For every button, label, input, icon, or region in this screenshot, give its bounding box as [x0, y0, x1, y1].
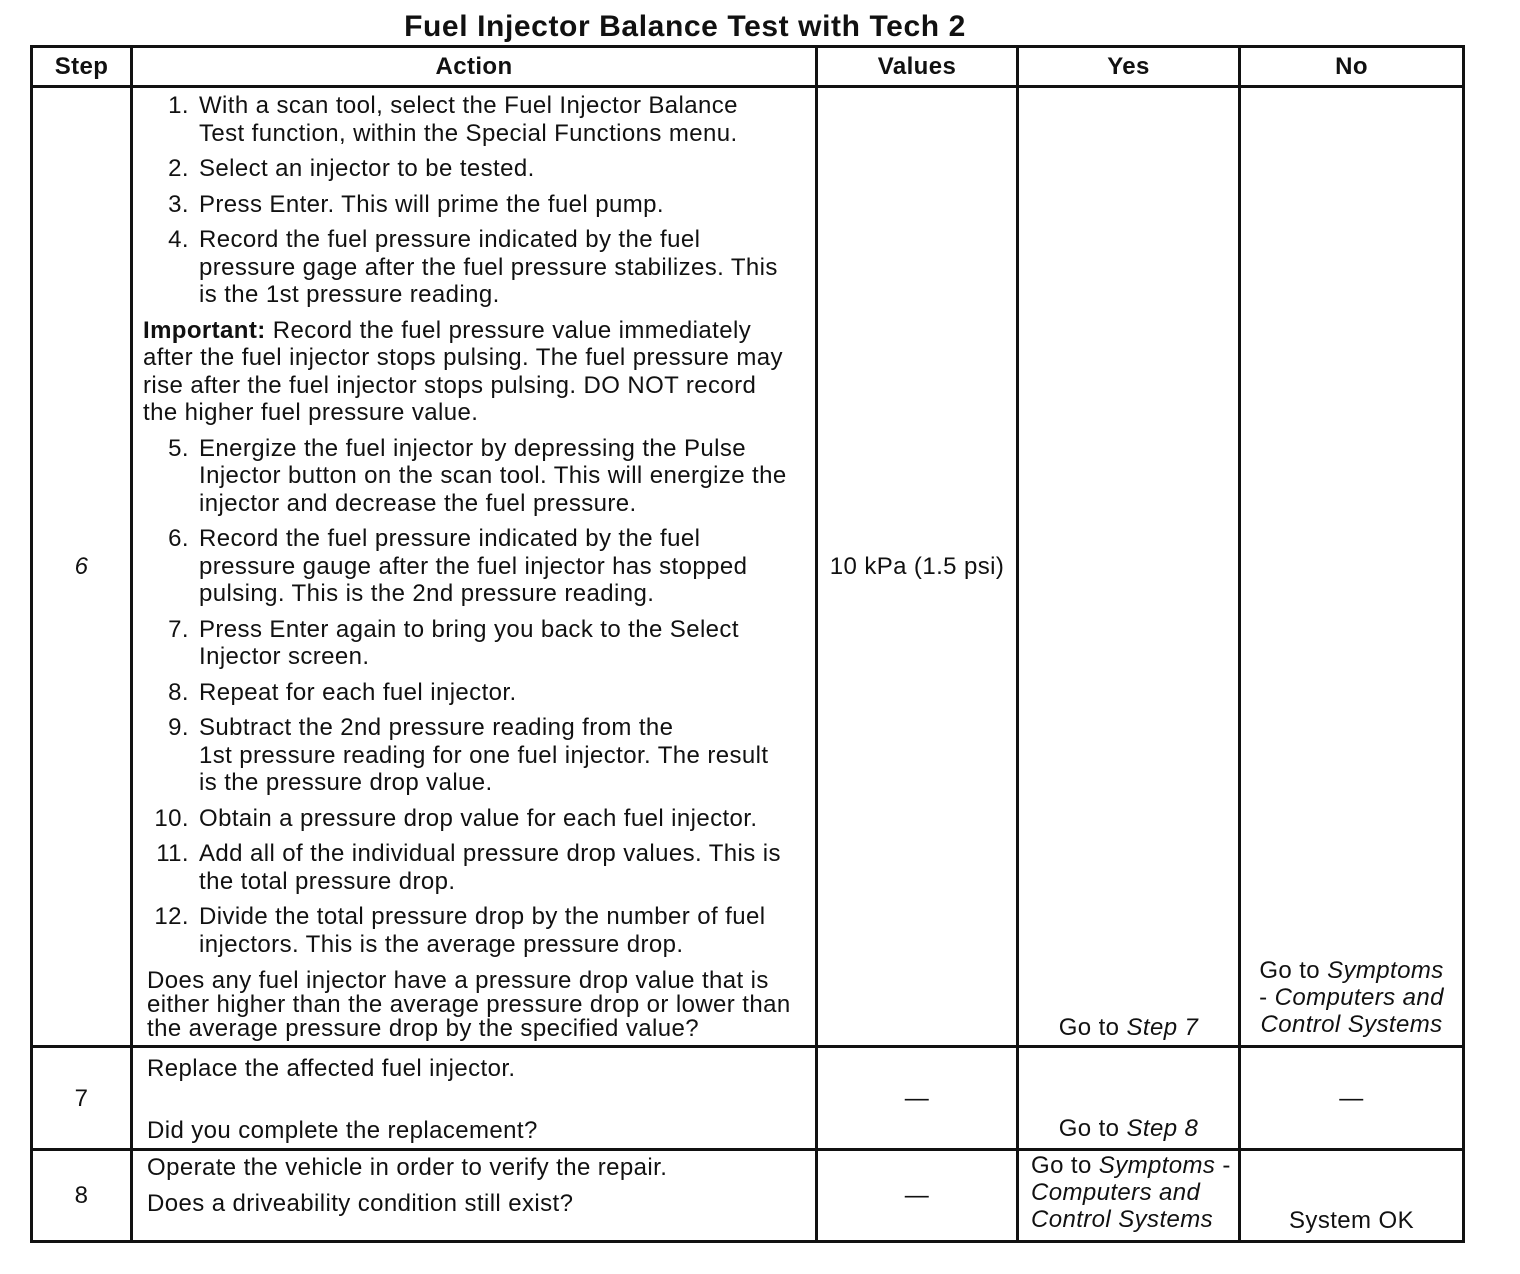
step-7-value: —: [904, 1084, 930, 1112]
reference-line: [1031, 1206, 1238, 1233]
reference-line: [1031, 1152, 1238, 1179]
procedure-item: [143, 92, 809, 147]
header-action: Action: [133, 48, 818, 88]
procedure-item: [143, 679, 809, 707]
step-6-value: 10 kPa (1.5 psi): [829, 553, 1005, 580]
step-8-cell: [33, 1151, 133, 1243]
procedure-item: [143, 525, 809, 608]
step-number: 8: [74, 1182, 89, 1209]
step-8-action-cell: [133, 1151, 818, 1243]
header-no: No: [1241, 48, 1465, 88]
go-to-target: Symptoms: [1098, 1152, 1216, 1179]
procedure-item-text: Repeat for each fuel injector.: [199, 678, 517, 706]
go-to-target: Control Systems: [1260, 1011, 1443, 1038]
procedure-item-text: With a scan tool, select the Fuel Injector Balance Test function, within the Special Functions menu.: [199, 92, 738, 147]
step-8-yes-cell: [1019, 1151, 1241, 1243]
injector-test-table: [30, 45, 1465, 1243]
page-title: Fuel Injector Balance Test with Tech 2: [404, 10, 966, 43]
procedure-item-number: 11.: [156, 840, 189, 867]
procedure-item: [143, 616, 809, 671]
step-6-no-cell: [1241, 88, 1465, 1048]
reference-line: [1259, 1011, 1444, 1038]
step-8-value: —: [904, 1182, 930, 1209]
go-to-target: Symptoms: [1327, 957, 1444, 984]
step-6-question: Does any fuel injector have a pressure drop value that is either higher than the average pressure drop or lower than the average pressure drop by the specified value?: [147, 967, 791, 1042]
procedure-item-number: 4.: [168, 226, 189, 253]
procedure-item-number: 7.: [168, 615, 189, 643]
step-7-action-cell: [133, 1048, 818, 1151]
important-label: Important:: [143, 316, 266, 344]
procedure-item: [143, 435, 809, 518]
procedure-item: [143, 805, 809, 833]
go-to-label: Go to: [1031, 1152, 1092, 1179]
procedure-item-text: Subtract the 2nd pressure reading from the 1st pressure reading for one fuel injector. The result is the pressure drop value.: [199, 714, 769, 796]
step-8-question: Does a driveability condition still exist?: [147, 1189, 574, 1217]
important-note: [143, 317, 809, 427]
procedure-item: [143, 226, 809, 309]
step-7-yes-cell: [1019, 1048, 1241, 1151]
procedure-item-number: 5.: [168, 434, 189, 462]
go-to-label: Go to: [1259, 957, 1321, 984]
important-text: Record the fuel pressure value immediately after the fuel injector stops pulsing. The fuel pressure may rise after the fuel injector stops pulsing. DO NOT record the higher fuel pressure value.: [143, 316, 783, 426]
procedure-item-text: Select an injector to be tested.: [199, 155, 535, 182]
step-7-instruction: Replace the affected fuel injector.: [147, 1055, 516, 1082]
procedure-item: [143, 903, 809, 958]
header-values: Values: [818, 48, 1019, 88]
step-number: 7: [74, 1084, 89, 1112]
procedure-item-text: Energize the fuel injector by depressing the Pulse Injector button on the scan tool. This will energize the injector and decrease the fuel pressure.: [199, 434, 787, 517]
header-yes: Yes: [1019, 48, 1241, 88]
procedure-item-text: Record the fuel pressure indicated by the fuel pressure gauge after the fuel injector has stopped pulsing. This is the 2nd pressure reading.: [199, 525, 748, 607]
go-to-label: Go to: [1058, 1115, 1120, 1142]
step-7-no-cell: [1241, 1048, 1465, 1151]
step-7-no-value: —: [1339, 1084, 1364, 1112]
go-to-target: Step 7: [1126, 1014, 1199, 1041]
reference-separator: -: [1259, 984, 1268, 1011]
step-7-cell: [33, 1048, 133, 1151]
step-8-values-cell: [818, 1151, 1019, 1243]
procedure-item-number: 10.: [154, 804, 189, 832]
go-to-target: Control Systems: [1031, 1206, 1214, 1233]
go-to-target: Computers and: [1031, 1179, 1201, 1206]
procedure-item: [143, 714, 809, 797]
procedure-item-text: Record the fuel pressure indicated by the fuel pressure gage after the fuel pressure stabilizes. This is the 1st pressure reading.: [199, 226, 778, 308]
step-8-instruction: Operate the vehicle in order to verify the repair.: [147, 1154, 668, 1181]
procedure-item: [143, 840, 809, 895]
reference-line: [1259, 984, 1444, 1011]
procedure-item-text: Obtain a pressure drop value for each fuel injector.: [199, 804, 758, 832]
go-to-target: Computers and: [1274, 984, 1444, 1011]
procedure-item-number: 12.: [154, 903, 189, 930]
reference-separator: -: [1222, 1152, 1231, 1179]
step-7-yes-reference: [1059, 1115, 1199, 1142]
procedure-item: [143, 191, 809, 219]
procedure-item-number: 2.: [168, 155, 189, 182]
procedure-item: [143, 155, 809, 183]
header-step: Step: [33, 48, 133, 88]
step-7-question: Did you complete the replacement?: [147, 1116, 538, 1144]
reference-line: [1031, 1179, 1238, 1206]
reference-line: [1259, 957, 1444, 984]
step-8-no-result: System OK: [1289, 1207, 1414, 1234]
procedure-item-number: 6.: [168, 525, 189, 552]
step-6-cell: [33, 88, 133, 1048]
step-7-values-cell: [818, 1048, 1019, 1151]
step-6-action-cell: [133, 88, 818, 1048]
step-6-no-reference: [1259, 957, 1444, 1038]
procedure-item-number: 3.: [168, 190, 189, 218]
step-number: 6: [74, 553, 89, 580]
go-to-label: Go to: [1058, 1014, 1120, 1041]
procedure-item-number: 1.: [168, 92, 189, 119]
step-6-yes-reference: [1059, 1014, 1199, 1041]
procedure-item-text: Add all of the individual pressure drop values. This is the total pressure drop.: [199, 840, 781, 895]
step-6-yes-cell: [1019, 88, 1241, 1048]
procedure-item-number: 8.: [168, 678, 189, 706]
procedure-item-text: Press Enter again to bring you back to the Select Injector screen.: [199, 615, 739, 670]
step-6-values-cell: [818, 88, 1019, 1048]
procedure-item-text: Press Enter. This will prime the fuel pump.: [199, 190, 664, 218]
procedure-item-number: 9.: [168, 714, 189, 741]
procedure-item-text: Divide the total pressure drop by the number of fuel injectors. This is the average pressure drop.: [199, 903, 766, 958]
step-8-no-cell: [1241, 1151, 1465, 1243]
go-to-target: Step 8: [1126, 1115, 1199, 1142]
